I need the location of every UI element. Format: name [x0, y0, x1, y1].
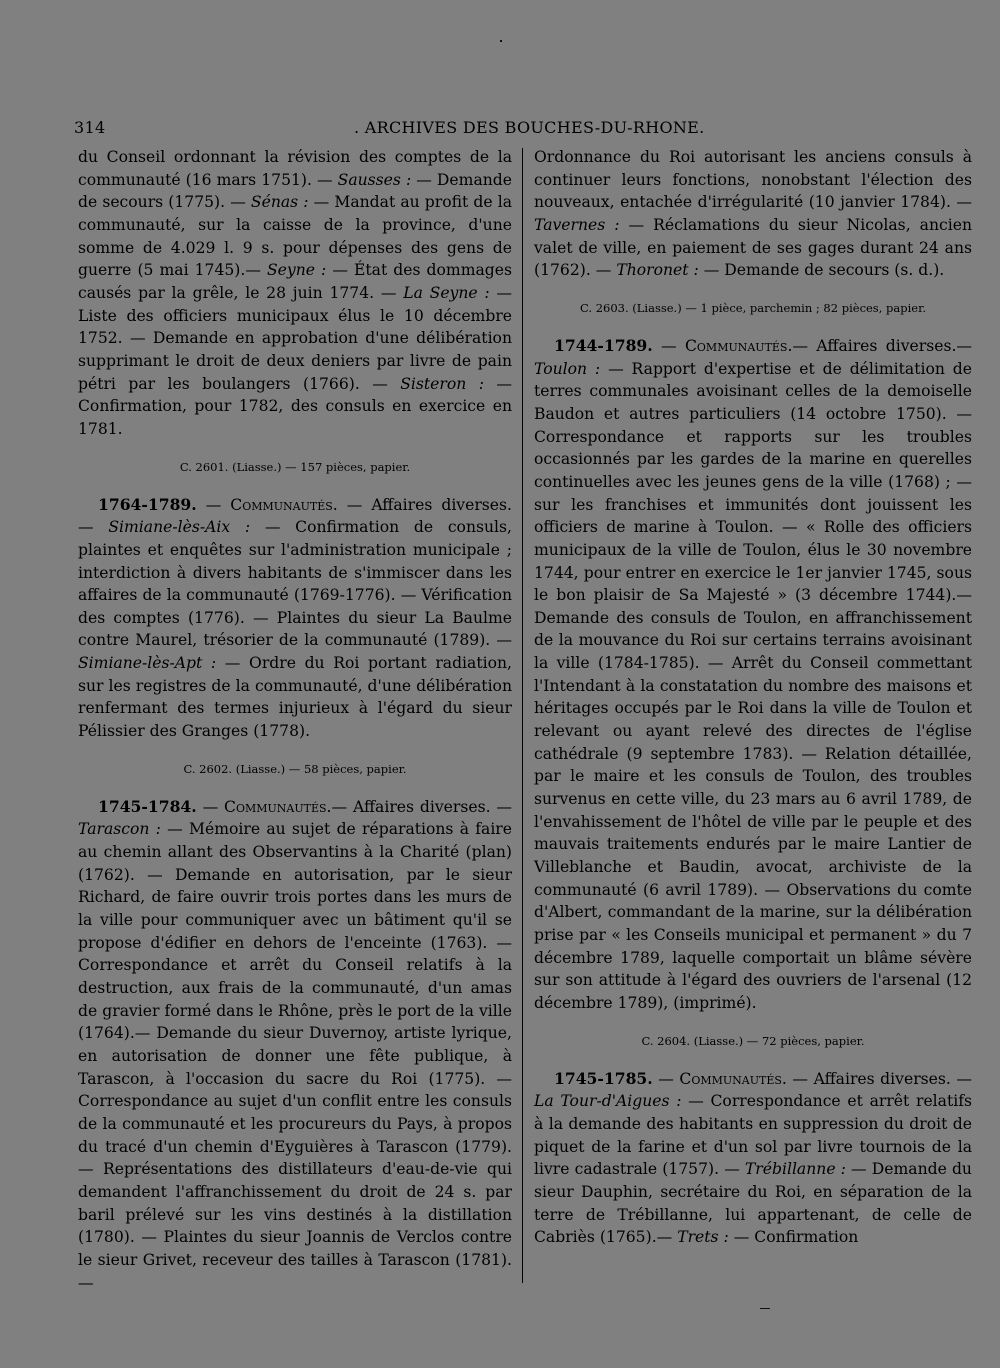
- continuation-paragraph: [78, 146, 512, 441]
- text: — Confirmation, pour 1782, des consuls en exercice en 1781.: [78, 374, 512, 438]
- text: —: [196, 495, 231, 514]
- column-divider: [522, 148, 523, 1283]
- text: — Mémoire au sujet de réparations à faire au chemin allant des Observantins à la Charité (plan) (1762). — Demande en autorisation, par le sieur Richard, de faire ouvrir trois portes dans les murs de la ville pour communiquer avec un bâtiment qu'il se propose d'édifier en dehors de l'enceinte (1763). — Correspondance et arrêt du Conseil relatifs à la destruction, aux frais de la communauté, d'un amas de gravier formé dans le Rhône, près le port de la ville (1764).— Demande du sieur Duvernoy, artiste lyrique, en autorisation de donner une fête publique, à Tarascon, à l'occasion du sacre du Roi (1775). — Correspondance au sujet d'un conflit entre les consuls de la communauté et les procureurs du Pays, à propos du tracé d'un chemin d'Eyguières à Tarascon (1779). — Représentations des distillateurs d'eau-de-vie qui demandent l'affranchissement du droit de 24 s. par baril prélevé sur les vins destinés à la distillation (1780). — Plaintes du sieur Joannis de Verclos contre le sieur Grivet, receveur des tailles à Tarascon (1781). —: [78, 820, 512, 1292]
- right-column: [534, 146, 972, 1249]
- text: — Rapport d'expertise et de délimitation de terres communales avoisinant celles de la demoiselle Baudon et autres particuliers (14 octobre 1750). — Correspondance et rapports sur les troubles occasionnés par les gardes de la marine en querelles continuelles avec les jeunes gens de la ville (1768) ; — sur les franchises et immunités dont jouissent les officiers de marine à Toulon. — « Rolle des officiers municipaux de la ville de Toulon, élus le 30 novembre 1744, pour entrer en exercice le 1er janvier 1745, sous le bon plaisir de Sa Majesté » (3 décembre 1744).— Demande des consuls de Toulon, en affranchissement de la mouvance du Roi sur certains terrains avoisinant la ville (1784-1785). — Arrêt du Conseil commettant l'Intendant à la constatation du nombre des maisons et héritages occupés par le Roi dans la ville de Toulon et relevant ou ayant relevé des directes de l'église cathédrale (9 septembre 1783). — Relation détaillée, par le maire et les consuls de Toulon, des troubles survenus en cette ville, du 23 mars au 6 avril 1789, de l'envahissement de l'hôtel de ville par le peuple et des mauvais traitements endurés par le maire Lantier de Villeblanche et Baudin, avocat, archiviste de la communauté (6 avril 1789). — Observations du comte d'Albert, commandant de la marine, sur la délibération prise par « les Conseils municipal et permanent » du 7 décembre 1789, laquelle comportait un blâme sévère sur son attitude à l'égard des ouvriers de l'arsenal (12 décembre 1789), (imprimé).: [534, 359, 972, 1012]
- place-name: Sisteron :: [400, 374, 484, 393]
- text: — Réclamations du sieur Nicolas, ancien valet de ville, en paiement de ses gages durant 24 ans (1762). —: [534, 215, 972, 280]
- entry-date: 1764-1789.: [98, 494, 197, 514]
- text: —: [196, 797, 225, 816]
- entry-2603: [534, 335, 972, 1015]
- entry-date: 1745-1785.: [554, 1068, 653, 1088]
- text: du Conseil ordonnant la révision des comptes de la communauté (16 mars 1751). —: [78, 148, 512, 189]
- text: Ordonnance du Roi autorisant les anciens consuls à continuer leurs fonctions, nonobstant l'élection des nouveaux, entachée d'irrégularité (10 janvier 1784). —: [534, 148, 972, 212]
- place-name: Simiane-lès-Apt :: [78, 654, 217, 673]
- place-name: La Seyne :: [403, 283, 490, 302]
- scan-speck: [500, 40, 502, 42]
- place-name: Tarascon :: [78, 820, 161, 839]
- text: — Liste des officiers municipaux élus le 10 décembre 1752. — Demande en approbation d'une délibération supprimant le droit de deux deniers par livre de pain pétri par les boulangers (1766). —: [78, 283, 512, 393]
- text: .— Affaires diverses.—: [787, 336, 972, 355]
- text: . — Affaires diverses. —: [78, 495, 512, 537]
- running-title: . ARCHIVES DES BOUCHES-DU-RHONE.: [354, 118, 705, 137]
- text: — État des dommages causés par la grêle, le 28 juin 1774. —: [78, 261, 512, 302]
- entry-date: 1745-1784.: [98, 796, 197, 816]
- text: —: [652, 336, 685, 355]
- page-header: [74, 118, 705, 140]
- cote-heading-2604: C. 2604. (Liasse.) — 72 pièces, papier.: [641, 1033, 865, 1048]
- text: .— Affaires diverses. —: [326, 797, 512, 816]
- text: — Confirmation: [728, 1228, 859, 1247]
- place-name: Seyne :: [267, 261, 327, 280]
- entry-category: Communautés: [230, 495, 333, 514]
- place-name: Tavernes :: [534, 215, 620, 234]
- text: —: [652, 1069, 680, 1088]
- scan-speck: [760, 1308, 770, 1309]
- cote-heading-2603: C. 2603. (Liasse.) — 1 pièce, parchemin ; 82 pièces, papier.: [580, 300, 926, 315]
- cote-heading-2602: C. 2602. (Liasse.) — 58 pièces, papier.: [183, 761, 407, 776]
- text: — Confirmation de consuls, plaintes et enquêtes sur l'administration municipale ; interdiction à divers habitants de s'immiscer dans les affaires de la communauté (1769-1776). — Vérification des comptes (1776). — Plaintes du sieur La Baulme contre Maurel, trésorier de la communauté (1789). —: [78, 518, 512, 650]
- entry-category: Communautés: [224, 797, 327, 816]
- place-name: Thoronet :: [616, 261, 699, 280]
- entry-2602: [78, 796, 512, 1294]
- text: — Demande du sieur Dauphin, secrétaire du Roi, en séparation de la terre de Trébillanne, lui appartenant, de celle de Cabriès (1765).—: [534, 1160, 972, 1247]
- place-name: Simiane-lès-Aix :: [108, 518, 251, 537]
- entry-category: Communautés: [679, 1069, 782, 1088]
- text: — Mandat au profit de la communauté, sur la caisse de la province, d'une somme de 4.029 l. 9 s. pour dépenses des gens de guerre (5 mai 1745).—: [78, 193, 512, 280]
- text: — Correspondance et arrêt relatifs à la demande des habitants en suppression du droit de piquet de la farine et d'un sol par livre tournois de la livre cadastrale (1757). —: [534, 1092, 972, 1179]
- text: — Ordre du Roi portant radiation, sur les registres de la communauté, d'une délibération renfermant des termes injurieux à l'égard du sieur Pélissier des Granges (1778).: [78, 654, 512, 741]
- place-name: Sausses :: [337, 170, 412, 189]
- entry-2601: [78, 494, 512, 743]
- place-name: Sénas :: [250, 193, 309, 212]
- left-column: [78, 146, 512, 1294]
- place-name: Trets :: [677, 1228, 729, 1247]
- place-name: Trébillanne :: [744, 1160, 846, 1179]
- text: . — Affaires diverses. —: [781, 1069, 972, 1088]
- text: — Demande de secours (s. d.).: [698, 261, 945, 280]
- text: — Demande de secours (1775). —: [78, 170, 512, 212]
- entry-category: Communautés: [684, 336, 788, 355]
- place-name: Toulon :: [534, 359, 601, 378]
- continuation-paragraph: [534, 146, 972, 282]
- place-name: La Tour-d'Aigues :: [534, 1092, 682, 1111]
- entry-2604: [534, 1068, 972, 1249]
- entry-date: 1744-1789.: [554, 335, 653, 355]
- page-number: 314: [74, 118, 106, 137]
- cote-heading-2601: C. 2601. (Liasse.) — 157 pièces, papier.: [179, 459, 411, 474]
